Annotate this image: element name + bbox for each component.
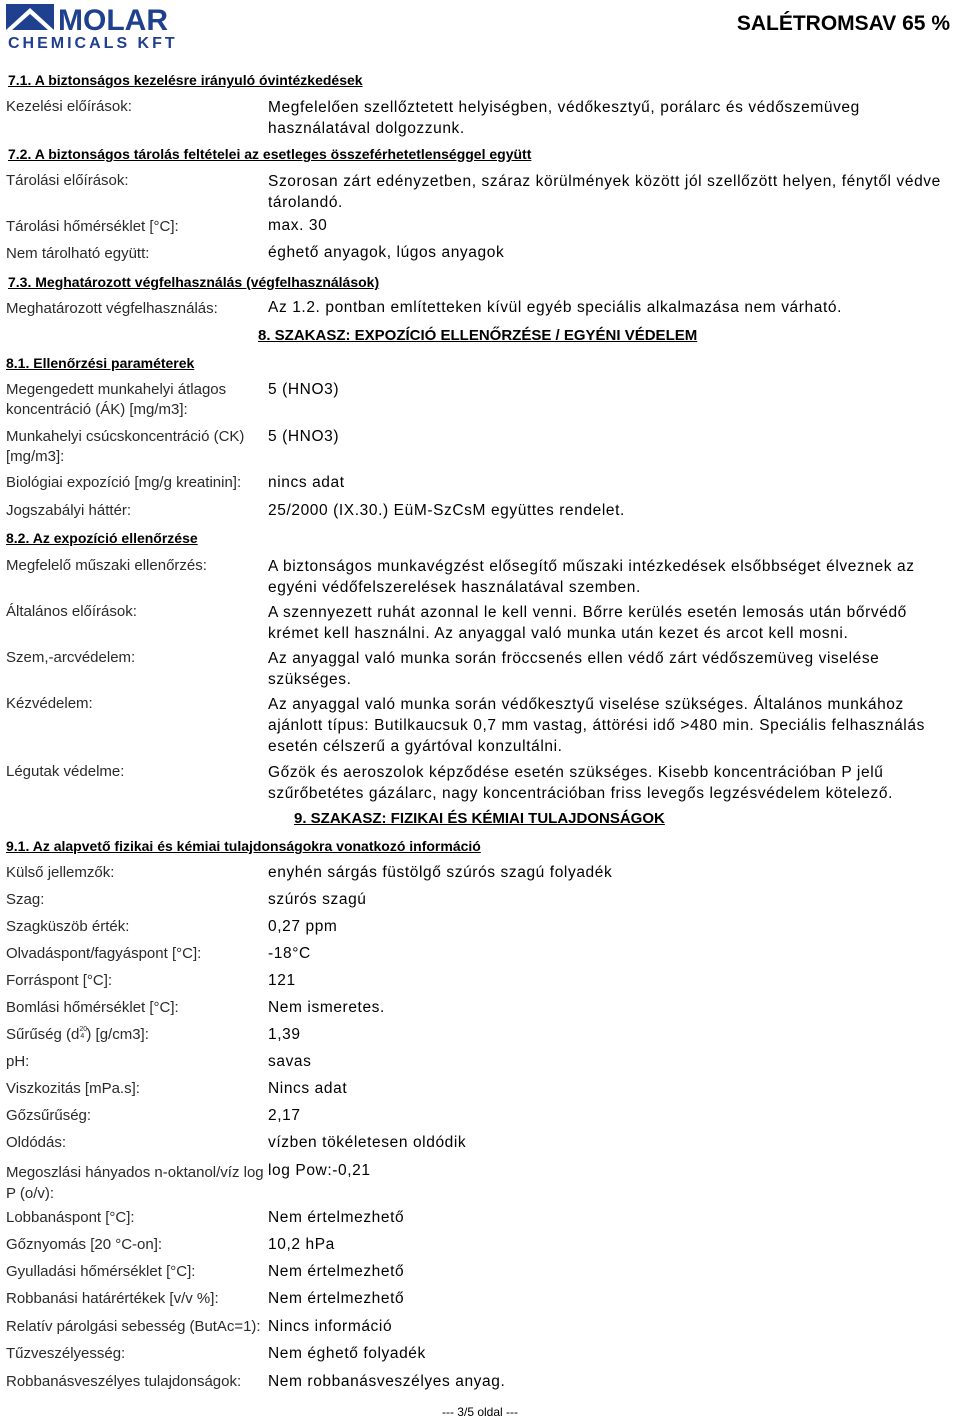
section-8-1-title: 8.1. Ellenőrzési paraméterek [6, 355, 195, 371]
decomposition-value: Nem ismeretes. [268, 999, 385, 1016]
vapor-pressure-value: 10,2 hPa [268, 1236, 335, 1253]
melting-point-label: Olvadáspont/fagyáspont [°C]: [6, 945, 202, 962]
section-7-1-title: 7.1. A biztonságos kezelésre irányuló óvintézkedések [8, 72, 363, 88]
vapor-density-value: 2,17 [268, 1107, 301, 1124]
ph-label: pH: [6, 1053, 30, 1070]
section-7-3-title: 7.3. Meghatározott végfelhasználás (végfelhasználások) [8, 274, 380, 290]
explosive-properties-value: Nem robbanásveszélyes anyag. [268, 1373, 506, 1390]
flash-point-value: Nem értelmezhető [268, 1209, 405, 1226]
storage-temp-label: Tárolási hőmérséklet [°C]: [6, 218, 179, 235]
twa-label: Megengedett munkahelyi átlagos koncentráció (ÁK) [mg/m3]: [6, 381, 227, 418]
viscosity-value: Nincs adat [268, 1080, 348, 1097]
end-use-label: Meghatározott végfelhasználás: [6, 300, 218, 317]
general-value: A szennyezett ruhát azonnal le kell venni. Bőrre kerülés esetén lemosás után bőrvédő krémet kell használni. Az anyaggal való munka után kezet és arcot kell mosni. [268, 604, 907, 642]
hand-protection-label: Kézvédelem: [6, 695, 93, 712]
twa-value: 5 (HNO3) [268, 381, 340, 398]
incompatible-label: Nem tárolható együtt: [6, 245, 150, 262]
company-logo [6, 4, 226, 50]
vapor-pressure-label: Gőznyomás [20 °C-on]: [6, 1236, 163, 1253]
storage-value: Szorosan zárt edényzetben, száraz körülmények között jól szellőzött helyen, fénytől védve tárolandó. [268, 173, 941, 211]
section-9-heading: 9. SZAKASZ: FIZIKAI ÉS KÉMIAI TULAJDONSÁGOK [294, 810, 665, 827]
incompatible-value: éghető anyagok, lúgos anyagok [268, 244, 505, 261]
peak-value: 5 (HNO3) [268, 428, 340, 445]
odor-threshold-label: Szagküszöb érték: [6, 918, 130, 935]
solubility-value: vízben tökéletesen oldódik [268, 1134, 467, 1151]
odor-threshold-value: 0,27 ppm [268, 918, 338, 935]
autoignition-label: Gyulladási hőmérséklet [°C]: [6, 1263, 196, 1280]
engineering-label: Megfelelő műszaki ellenőrzés: [6, 557, 207, 574]
flammability-label: Tűzveszélyesség: [6, 1345, 126, 1362]
section-8-2-title: 8.2. Az expozíció ellenőrzése [6, 530, 198, 546]
explosive-properties-label: Robbanásveszélyes tulajdonságok: [6, 1373, 242, 1390]
partition-value: log Pow:-0,21 [268, 1162, 371, 1179]
appearance-value: enyhén sárgás füstölgő szúrós szagú folyadék [268, 864, 613, 881]
legal-value: 25/2000 (IX.30.) EüM-SzCsM együttes rendelet. [268, 502, 625, 519]
section-8-heading: 8. SZAKASZ: EXPOZÍCIÓ ELLENŐRZÉSE / EGYÉNI VÉDELEM [258, 327, 698, 344]
odor-label: Szag: [6, 891, 45, 908]
section-9-1-title: 9.1. Az alapvető fizikai és kémiai tulajdonságokra vonatkozó információ [6, 838, 481, 854]
hand-protection-value: Az anyaggal való munka során védőkesztyű viselése szükséges. Általános munkához ajánlott típus: Butilkaucsuk 0,7 mm vastag, áttörési idő >480 min. Speciális felhasználás esetén célszerű a gyártóval konzultálni. [268, 696, 925, 755]
appearance-label: Külső jellemzők: [6, 864, 115, 881]
eye-protection-label: Szem,-arcvédelem: [6, 649, 136, 666]
boiling-point-value: 121 [268, 972, 296, 989]
logo-company-subtitle: CHEMICALS KFT [8, 35, 178, 50]
melting-point-value: -18°C [268, 945, 311, 962]
storage-label: Tárolási előírások: [6, 172, 129, 189]
density-label [6, 1026, 149, 1043]
evaporation-rate-value: Nincs információ [268, 1318, 393, 1335]
partition-label: Megoszlási hányados n-oktanol/víz log P (o/v): [6, 1164, 264, 1202]
explosive-limits-value: Nem értelmezhető [268, 1290, 405, 1307]
storage-temp-value: max. 30 [268, 217, 328, 234]
density-label-sub: 4 [80, 1033, 85, 1040]
bio-exposure-value: nincs adat [268, 474, 345, 491]
flammability-value: Nem éghető folyadék [268, 1345, 426, 1362]
handling-label: Kezelési előírások: [6, 98, 132, 115]
logo-company-name: MOLAR [58, 4, 168, 37]
page-number: --- 3/5 oldal --- [441, 1405, 518, 1419]
logo-mark-icon [6, 4, 226, 50]
eye-protection-value: Az anyaggal való munka során fröccsenés ellen védő zárt védőszemüveg viselése szükséges. [268, 650, 880, 688]
viscosity-label: Viszkozitás [mPa.s]: [6, 1080, 140, 1097]
evaporation-rate-label: Relatív párolgási sebesség (ButAc=1): [6, 1318, 261, 1335]
decomposition-label: Bomlási hőmérséklet [°C]: [6, 999, 179, 1016]
respiratory-value: Gőzök és aeroszolok képződése esetén szükséges. Kisebb koncentrációban P jelű szűrőbetétes gázálarc, nagy koncentrációban friss levegős legzésvédelem kötelező. [268, 764, 894, 802]
general-label: Általános előírások: [6, 603, 137, 620]
section-7-2-title: 7.2. A biztonságos tárolás feltételei az esetleges összeférhetetlenséggel együtt [8, 146, 532, 162]
ph-value: savas [268, 1053, 312, 1070]
respiratory-label: Légutak védelme: [6, 763, 125, 780]
engineering-value: A biztonságos munkavégzést elősegítő műszaki intézkedések elsőbbséget élveznek az egyéni védőfelszerelések használatával szemben. [268, 558, 915, 596]
density-label-sup: 20 [79, 1026, 88, 1033]
density-label-main: Sűrűség (d [6, 1026, 80, 1043]
density-value: 1,39 [268, 1026, 301, 1043]
explosive-limits-label: Robbanási határértékek [v/v %]: [6, 1290, 219, 1307]
flash-point-label: Lobbanáspont [°C]: [6, 1209, 135, 1226]
legal-label: Jogszabályi háttér: [6, 502, 132, 519]
vapor-density-label: Gőzsűrűség: [6, 1107, 92, 1124]
autoignition-value: Nem értelmezhető [268, 1263, 405, 1280]
solubility-label: Oldódás: [6, 1134, 67, 1151]
odor-value: szúrós szagú [268, 891, 367, 908]
peak-label: Munkahelyi csúcskoncentráció (CK) [mg/m3]: [6, 428, 245, 465]
document-title: SALÉTROMSAV 65 % [736, 12, 950, 35]
density-label-end: ) [g/cm3]: [86, 1026, 149, 1043]
handling-value: Megfelelően szellőztetett helyiségben, védőkesztyű, porálarc és védőszemüveg használatával dolgozzunk. [268, 99, 860, 137]
bio-exposure-label: Biológiai expozíció [mg/g kreatinin]: [6, 474, 242, 491]
boiling-point-label: Forráspont [°C]: [6, 972, 113, 989]
end-use-value: Az 1.2. pontban említetteken kívül egyéb speciális alkalmazása nem várható. [268, 299, 843, 316]
